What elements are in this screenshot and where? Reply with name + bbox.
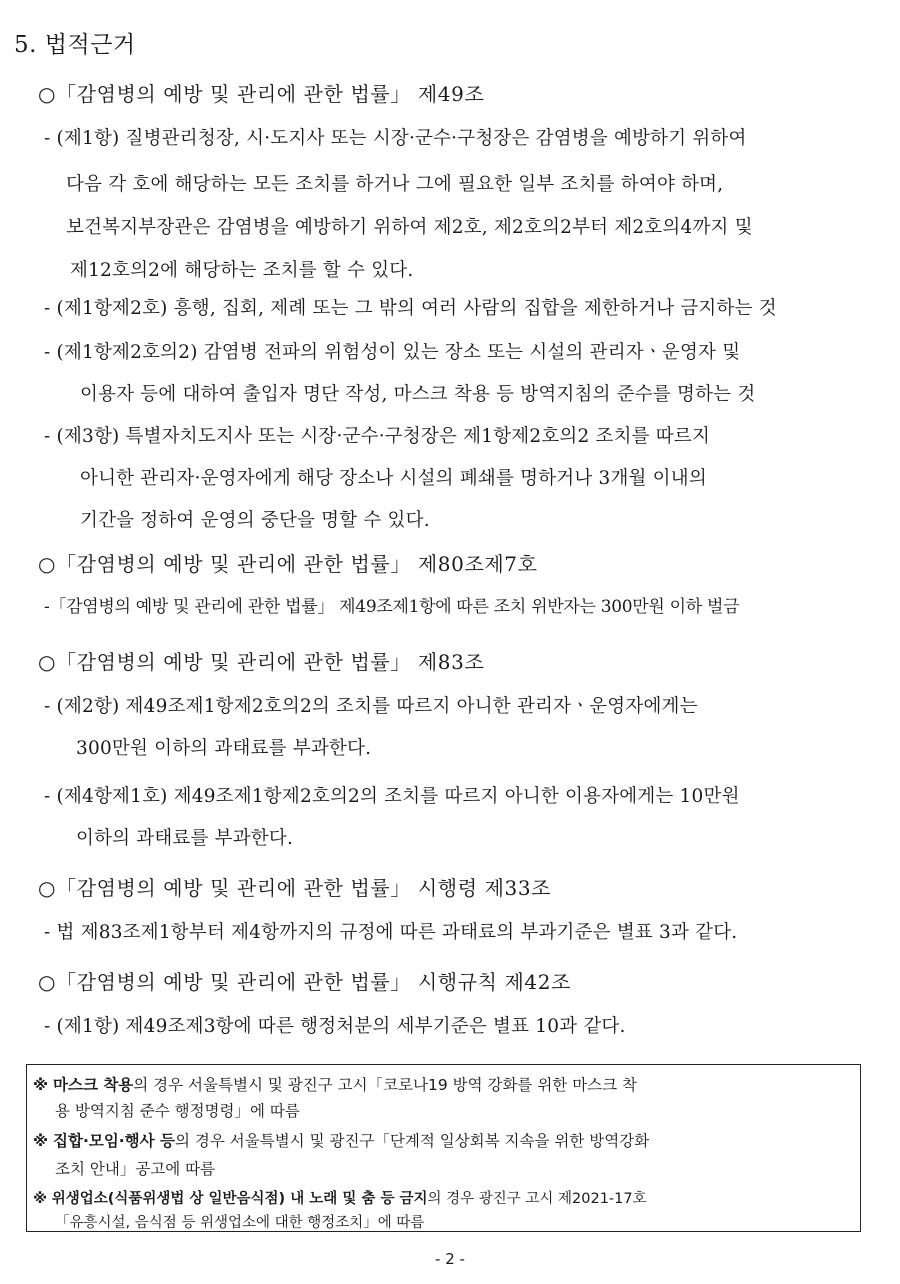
- notes-box: [26, 1064, 861, 1232]
- note-3-line-2: 「유흥시설, 음식점 등 위생업소에 대한 행정조치」에 따름: [55, 1215, 425, 1231]
- note-2-line-2: 조치 안내」공고에 따름: [55, 1160, 216, 1178]
- clause-line: 이용자 등에 대하여 출입자 명단 작성, 마스크 착용 등 방역지침의 준수를 명하는 것: [80, 384, 756, 405]
- note-1-line-1: [33, 1073, 637, 1095]
- clause-line: 300만원 이하의 과태료를 부과한다.: [76, 738, 372, 759]
- clause-line: - (제3항) 특별자치도지사 또는 시장·군수·구청장은 제1항제2호의2 조치를 따르지: [44, 426, 711, 447]
- clause-line: - (제1항) 제49조제3항에 따른 행정처분의 세부기준은 별표 10과 같다.: [44, 1016, 626, 1037]
- note-3-line-1: [33, 1187, 647, 1208]
- law-title: ○「감염병의 예방 및 관리에 관한 법률」 시행규칙 제42조: [38, 970, 572, 994]
- clause-line: 다음 각 호에 해당하는 모든 조치를 하거나 그에 필요한 일부 조치를 하여야 하며,: [66, 174, 724, 195]
- note-text: 의 경우 서울특별시 및 광진구「단계적 일상회복 지속을 위한 방역강화: [175, 1132, 650, 1150]
- clause-line: - (제1항제2호의2) 감염병 전파의 위험성이 있는 장소 또는 시설의 관리자ㆍ운영자 및: [44, 342, 741, 363]
- clause-line: 이하의 과태료를 부과한다.: [76, 828, 294, 849]
- law-title: ○「감염병의 예방 및 관리에 관한 법률」 제49조: [38, 82, 485, 106]
- law-title: ○「감염병의 예방 및 관리에 관한 법률」 제83조: [38, 650, 485, 674]
- clause-line: - (제4항제1호) 제49조제1항제2호의2의 조치를 따르지 아니한 이용자에게는 10만원: [44, 786, 740, 807]
- note-mark: ※: [33, 1132, 49, 1150]
- clause-line: - (제2항) 제49조제1항제2호의2의 조치를 따르지 아니한 관리자ㆍ운영자에게는: [44, 696, 698, 717]
- clause-line: 기간을 정하여 운영의 중단을 명할 수 있다.: [80, 510, 430, 531]
- note-emphasis: 위생업소(식품위생법 상 일반음식점) 내 노래 및 춤 등 금지: [51, 1191, 428, 1207]
- note-mark: ※: [33, 1191, 48, 1207]
- note-emphasis: 집합·모임·행사 등: [53, 1132, 175, 1150]
- note-text: 의 경우 광진구 고시 제2021-17호: [427, 1191, 647, 1207]
- note-text: 의 경우 서울특별시 및 광진구 고시「코로나19 방역 강화를 위한 마스크 착: [133, 1076, 638, 1094]
- clause-line: - (제1항제2호) 흥행, 집회, 제례 또는 그 밖의 여러 사람의 집합을 제한하거나 금지하는 것: [44, 298, 777, 319]
- clause-line: 보건복지부장관은 감염병을 예방하기 위하여 제2호, 제2호의2부터 제2호의4까지 및: [66, 217, 753, 238]
- note-1-line-2: 용 방역지침 준수 행정명령」에 따름: [55, 1102, 300, 1120]
- law-title: ○「감염병의 예방 및 관리에 관한 법률」 제80조제7호: [38, 552, 538, 576]
- law-title: ○「감염병의 예방 및 관리에 관한 법률」 시행령 제33조: [38, 876, 552, 900]
- clause-line: 아니한 관리자·운영자에게 해당 장소나 시설의 폐쇄를 명하거나 3개월 이내의: [80, 468, 707, 489]
- clause-line: -「감염병의 예방 및 관리에 관한 법률」 제49조제1항에 따른 조치 위반자는 300만원 이하 벌금: [44, 597, 740, 617]
- note-emphasis: 마스크 착용: [53, 1076, 134, 1094]
- clause-line: - 법 제83조제1항부터 제4항까지의 규정에 따른 과태료의 부과기준은 별표 3과 같다.: [44, 922, 738, 943]
- page-number: - 2 -: [435, 1250, 465, 1268]
- clause-line: - (제1항) 질병관리청장, 시·도지사 또는 시장·군수·구청장은 감염병을 예방하기 위하여: [44, 128, 747, 149]
- clause-line: 제12호의2에 해당하는 조치를 할 수 있다.: [70, 260, 414, 281]
- section-heading: 5. 법적근거: [14, 32, 136, 58]
- note-2-line-1: [33, 1129, 649, 1151]
- note-mark: ※: [33, 1076, 49, 1094]
